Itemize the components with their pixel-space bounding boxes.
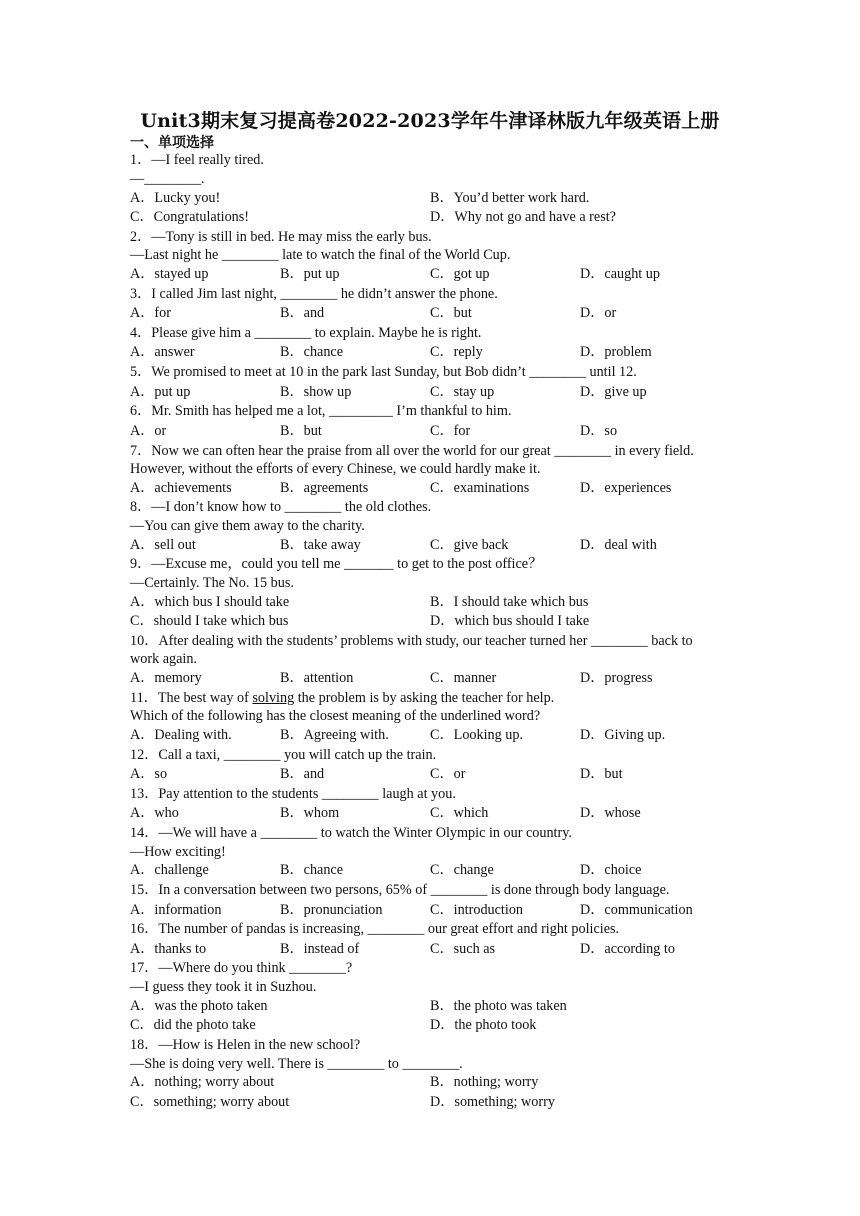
option-d: D．Giving up. [580, 727, 666, 743]
section-heading: 一、单项选择 [130, 135, 214, 151]
option-c: C．should I take which bus [130, 613, 289, 629]
option-d: D．choice [580, 862, 642, 878]
option-c: C．did the photo take [130, 1017, 256, 1033]
option-c: C．manner [430, 670, 497, 686]
option-c: C．Looking up. [430, 727, 524, 743]
option-b: B．attention [280, 670, 354, 686]
option-d: D．something; worry [430, 1094, 555, 1110]
question-stem-line2: —Last night he ________ late to watch the final of the World Cup. [130, 247, 511, 263]
option-b: B．whom [280, 805, 340, 821]
option-d: D．whose [580, 805, 641, 821]
question-stem-line2: —________. [130, 171, 205, 187]
question-stem: 5．We promised to meet at 10 in the park last Sunday, but Bob didn’t ________ until 12. [130, 364, 637, 380]
option-d: D．caught up [580, 266, 660, 282]
question-stem: 4．Please give him a ________ to explain. Maybe he is right. [130, 325, 482, 341]
option-a: A．answer [130, 344, 195, 360]
option-c: C．for [430, 423, 471, 439]
question-stem-line2: —Certainly. The No. 15 bus. [130, 575, 294, 591]
option-c: C．introduction [430, 902, 524, 918]
option-a: A．achievements [130, 480, 232, 496]
option-a: A．Lucky you! [130, 190, 221, 206]
option-b: B．Agreeing with. [280, 727, 389, 743]
option-a: A．sell out [130, 537, 196, 553]
option-b: B．and [280, 305, 325, 321]
option-d: D．experiences [580, 480, 672, 496]
question-stem: 1．—I feel really tired. [130, 152, 264, 168]
option-d: D．according to [580, 941, 675, 957]
option-a: A．challenge [130, 862, 209, 878]
option-a: A．nothing; worry about [130, 1074, 275, 1090]
question-stem: 18．—How is Helen in the new school? [130, 1037, 361, 1053]
option-c: C．reply [430, 344, 483, 360]
option-a: A．who [130, 805, 179, 821]
option-a: A．so [130, 766, 168, 782]
option-c: C．such as [430, 941, 496, 957]
question-stem-line2: —How exciting! [130, 844, 226, 860]
question-stem-line2: However, without the efforts of every Chinese, we could hardly make it. [130, 461, 541, 477]
option-b: B．You’d better work hard. [430, 190, 590, 206]
option-c: C．Congratulations! [130, 209, 250, 225]
question-stem-line2: —I guess they took it in Suzhou. [130, 979, 317, 995]
option-a: A．put up [130, 384, 191, 400]
option-b: B．pronunciation [280, 902, 383, 918]
option-b: B．take away [280, 537, 361, 553]
question-stem-line2: work again. [130, 651, 197, 667]
option-a: A．memory [130, 670, 202, 686]
question-stem-text: 11．The best way of [130, 690, 253, 706]
option-d: D．but [580, 766, 623, 782]
option-a: A．which bus I should take [130, 594, 290, 610]
option-b: B．put up [280, 266, 340, 282]
option-c: C．change [430, 862, 494, 878]
question-stem: 6．Mr. Smith has helped me a lot, _________ I’m thankful to him. [130, 403, 512, 419]
question-stem: 13．Pay attention to the students ________ laugh at you. [130, 786, 456, 802]
question-stem: 16．The number of pandas is increasing, ________ our great effort and right policies. [130, 921, 620, 937]
option-c: C．but [430, 305, 472, 321]
option-a: A．stayed up [130, 266, 209, 282]
option-b: B．I should take which bus [430, 594, 589, 610]
option-d: D．so [580, 423, 618, 439]
document-title: Unit3期末复习提高卷2022-2023学年牛津译林版九年级英语上册 [140, 110, 720, 132]
question-stem: 2．—Tony is still in bed. He may miss the early bus. [130, 229, 432, 245]
option-b: B．chance [280, 862, 344, 878]
option-d: D．communication [580, 902, 693, 918]
option-b: B．agreements [280, 480, 369, 496]
option-d: D．Why not go and have a rest? [430, 209, 616, 225]
option-d: D．the photo took [430, 1017, 537, 1033]
question-stem: 17．—Where do you think ________? [130, 960, 353, 976]
option-c: C．examinations [430, 480, 530, 496]
option-c: C．which [430, 805, 489, 821]
option-a: A．or [130, 423, 167, 439]
option-d: D．progress [580, 670, 653, 686]
option-a: A．thanks to [130, 941, 207, 957]
option-a: A．was the photo taken [130, 998, 268, 1014]
underlined-word: solving [252, 690, 295, 706]
option-b: B．and [280, 766, 325, 782]
option-c: C．give back [430, 537, 509, 553]
option-d: D．or [580, 305, 617, 321]
question-stem: 8．—I don’t know how to ________ the old clothes. [130, 499, 432, 515]
question-stem: 9．—Excuse me，could you tell me _______ to get to the post office？ [130, 556, 543, 572]
option-c: C．stay up [430, 384, 495, 400]
question-stem-text: the problem is by asking the teacher for help. [294, 690, 555, 706]
question-stem: 10．After dealing with the students’ problems with study, our teacher turned her ________ back to [130, 633, 693, 649]
option-b: B．nothing; worry [430, 1074, 539, 1090]
option-c: C．something; worry about [130, 1094, 290, 1110]
question-stem: 3．I called Jim last night, ________ he didn’t answer the phone. [130, 286, 498, 302]
option-d: D．problem [580, 344, 652, 360]
option-a: A．information [130, 902, 222, 918]
option-d: D．which bus should I take [430, 613, 590, 629]
option-b: B．but [280, 423, 322, 439]
option-d: D．give up [580, 384, 647, 400]
option-a: A．for [130, 305, 171, 321]
option-b: B．instead of [280, 941, 360, 957]
option-b: B．the photo was taken [430, 998, 567, 1014]
option-a: A．Dealing with. [130, 727, 232, 743]
question-stem-line2: Which of the following has the closest meaning of the underlined word? [130, 708, 541, 724]
question-stem: 14．—We will have a ________ to watch the Winter Olympic in our country. [130, 825, 572, 841]
question-stem: 12．Call a taxi, ________ you will catch up the train. [130, 747, 437, 763]
question-stem-line2: —She is doing very well. There is ________ to ________. [130, 1056, 463, 1072]
option-b: B．chance [280, 344, 344, 360]
question-stem: 7．Now we can often hear the praise from all over the world for our great ________ in every field. [130, 443, 694, 459]
question-stem [130, 689, 554, 707]
option-b: B．show up [280, 384, 352, 400]
option-c: C．or [430, 766, 466, 782]
question-stem-line2: —You can give them away to the charity. [130, 518, 365, 534]
option-d: D．deal with [580, 537, 657, 553]
question-stem: 15．In a conversation between two persons, 65% of ________ is done through body language. [130, 882, 670, 898]
option-c: C．got up [430, 266, 490, 282]
